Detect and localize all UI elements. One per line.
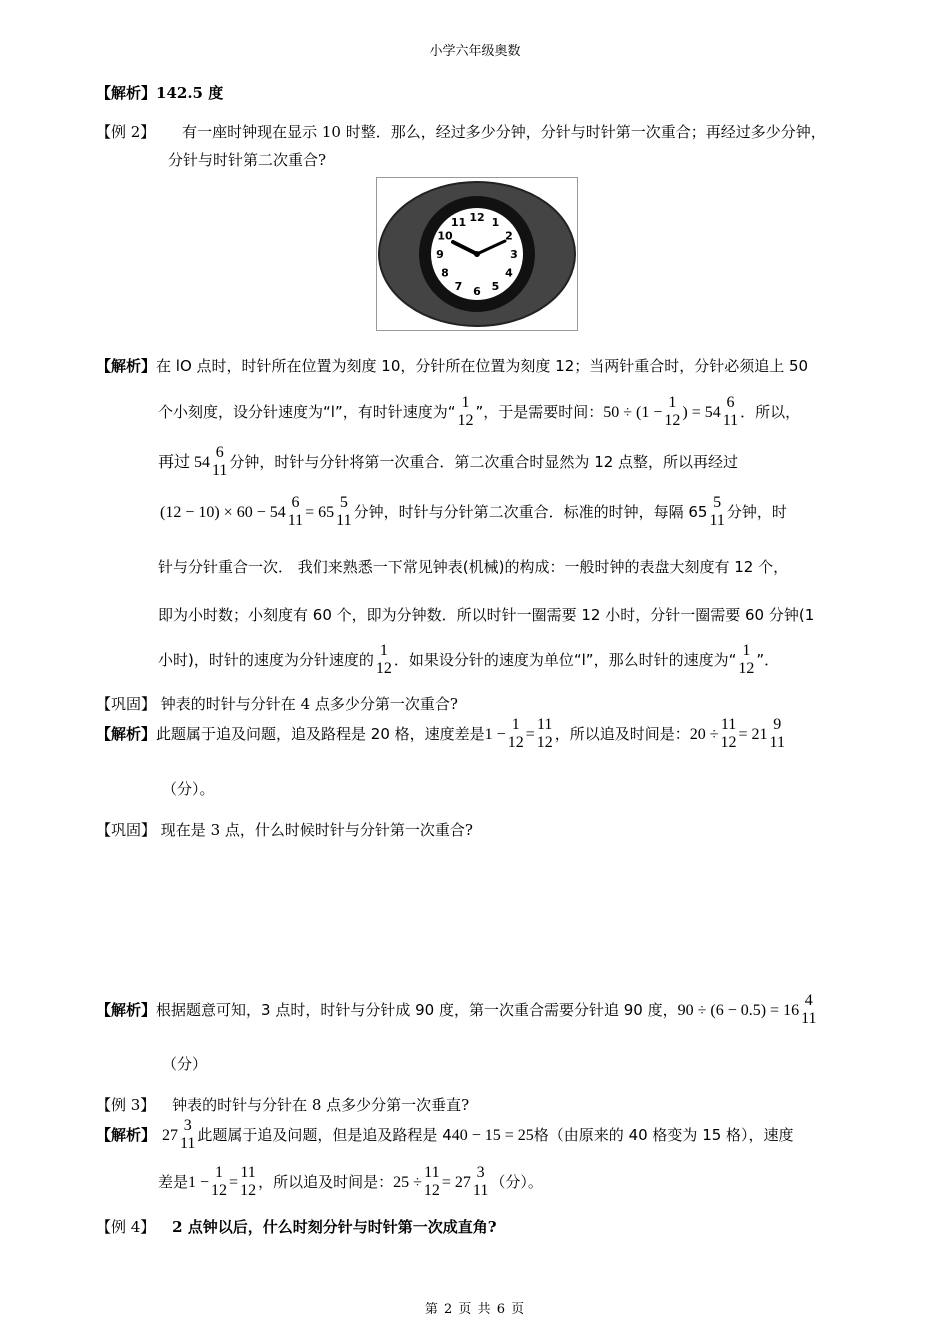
clock-numeral: 7 [454,280,463,293]
analysis-practice-2-line-1 [96,992,818,1029]
practice-tag: 【巩固】 [96,695,157,713]
practice-2-text: 现在是 3 点，什么时候时针与分针第一次重合? [160,821,473,839]
expression: ) = 54 [682,403,721,421]
analysis-2-text-4b: 分钟，时针与分针第二次重合．标准的时钟，每隔 65 [353,502,708,521]
example-4 [96,1216,497,1237]
mixed-number: 再过 54 [158,453,211,471]
analysis-2-line-1 [96,355,808,376]
analysis-2-text-7a: 小时)，时针的速度为分针速度的 [158,650,374,669]
expression: 25 ÷ [393,1173,422,1191]
analysis-tag: 【解析】 [96,1000,157,1019]
analysis-3-text-1c: 格（由原来的 40 格变为 15 格），速度 [533,1125,794,1144]
clock-numeral: 8 [441,266,449,280]
analysis-3-text-2b: ，所以追及时间是： [258,1172,394,1191]
answer-1 [96,82,223,103]
fraction-6-11: 6 11 [287,494,304,530]
example-2-text-1: 有一座时钟现在显示 10 时整．那么，经过多少分钟，分针与时针第一次重合；再经过多少分钟， [182,123,826,141]
analysis-2-text-2b: ”，于是需要时间： [475,402,604,421]
analysis-2-text-7c: ”． [756,650,780,669]
analysis-2-text-2a: 个小刻度，设分针速度为“l”，有时针速度为“ [158,402,456,421]
example-3 [96,1094,469,1115]
expression: (12 − 10) × 60 − 54 [160,503,286,521]
fraction-11-12: 11 12 [240,1164,257,1200]
clock-numeral: 9 [436,248,444,261]
analysis-2-text-4c: 分钟，时 [726,502,787,521]
example-tag: 【例 3】 [96,1096,156,1114]
expression: 40 − 15 = 25 [451,1126,534,1144]
analysis-2-text-7b: ．如果设分针的速度为单位“l”，那么时针的速度为“ [393,650,737,669]
example-4-text: 2 点钟以后，什么时刻分针与时针第一次成直角? [172,1218,497,1236]
analysis-tag: 【解析】 [96,1125,157,1144]
practice-tag: 【巩固】 [96,821,157,839]
fraction-11-12: 11 12 [423,1164,440,1200]
clock-image [376,177,578,331]
clock-numeral: 5 [491,280,500,293]
clock-numeral: 4 [505,266,513,280]
fraction-11-12: 11 12 [536,716,553,752]
analysis-3-text-1b: 此题属于追及问题，但是追及路程是 4 [197,1125,452,1144]
clock-drawing [377,178,577,330]
fraction-3-11: 3 11 [180,1117,196,1153]
clock-numeral: 12 [469,211,485,224]
example-2-line-1 [96,121,826,142]
practice-1-text: 钟表的时针与分针在 4 点多少分第一次重合? [160,695,458,713]
example-3-text: 钟表的时针与分针在 8 点多少分第一次垂直? [172,1096,470,1114]
expression: = 65 [305,503,335,521]
analysis-2-text-3: 分钟，时针与分针将第一次重合．第二次重合时显然为 12 点整，所以再经过 [229,452,739,471]
example-tag: 【例 4】 [96,1218,156,1236]
practice-1 [96,693,458,714]
answer-tag: 【解析】 [96,84,157,102]
fraction-1-12: 1 12 [457,394,474,430]
answer-text: 142.5 度 [156,84,224,102]
mixed-number: 27 [162,1126,179,1144]
fraction-11-12: 11 12 [720,716,737,752]
analysis-practice-1-text-1b: ，所以追及时间是： [554,724,690,743]
analysis-2-line-7 [158,642,779,679]
analysis-2-line-2 [158,394,800,431]
expression: 90 ÷ (6 − 0.5) = 16 [677,1001,800,1019]
fraction-1-12: 1 12 [507,716,524,752]
analysis-3-line-2: 差是1 − 1 12 = 11 12 ，所以追及时间是：25 ÷ 11 12 = 27 3 11 （分）。 [158,1164,543,1200]
page-footer: 第 2 页 共 6 页 [424,1302,526,1317]
analysis-2-text-2c: ．所以， [740,402,801,421]
analysis-tag: 【解析】 [96,724,157,743]
page-header: 小学六年级奥数 [429,44,521,59]
fraction-1-12: 1 12 [664,394,681,430]
analysis-practice-1-line-1: 【解析】此题属于追及问题，追及路程是 20 格，速度差是1 − 1 12 = 11 12 ，所以追及时间是：20 ÷ 11 12 = 21 9 11 [96,716,785,752]
fraction-1-12: 1 12 [375,642,392,678]
clock-numeral: 1 [491,216,500,229]
analysis-tag: 【解析】 [96,357,157,375]
analysis-practice-2-line-2: （分） [162,1055,208,1073]
expression: 50 ÷ (1 − [603,403,663,421]
analysis-2-line-3 [158,444,738,481]
analysis-2-text-1: 在 lO 点时，时针所在位置为刻度 10，分针所在位置为刻度 12；当两针重合时，分针必须追上 50 [156,357,809,375]
clock-numeral: 3 [510,248,518,261]
fraction-6-11: 6 11 [212,444,228,480]
clock-numeral: 10 [437,229,453,243]
fraction-3-11: 3 11 [472,1164,489,1200]
clock-numeral: 6 [473,285,481,298]
expression: = 27 [441,1173,471,1191]
analysis-2-line-4 [160,494,787,531]
analysis-2-line-5: 针与分针重合一次． 我们来熟悉一下常见钟表(机械)的构成：一般时钟的表盘大刻度有 12 个， [158,558,789,576]
analysis-practice-1-text-1a: 此题属于追及问题，追及路程是 20 格，速度差是 [156,724,485,743]
fraction-1-12: 1 12 [211,1164,228,1200]
example-tag: 【例 2】 [96,123,156,141]
fraction-1-12: 1 12 [738,642,755,678]
clock-numeral: 2 [505,229,513,243]
clock-numeral: 11 [450,216,467,229]
fraction-6-11: 6 11 [722,394,739,430]
practice-2 [96,819,473,840]
fraction-9-11: 9 11 [769,716,785,752]
fraction-4-11: 4 11 [801,992,817,1028]
analysis-practice-2-text-1: 根据题意可知，3 点时，时针与分针成 90 度，第一次重合需要分针追 90 度， [156,1000,678,1019]
analysis-3-line-1 [96,1117,794,1154]
analysis-practice-1-line-2: （分）。 [162,780,215,798]
analysis-3-text-2a: 差是 [158,1172,189,1191]
analysis-3-text-2c: （分）。 [490,1172,543,1191]
fraction-5-11: 5 11 [336,494,352,530]
analysis-2-line-6: 即为小时数；小刻度有 60 个，即为分钟数．所以时针一圈需要 12 小时，分针一圈需要 60 分钟(1 [158,606,815,624]
fraction-5-11: 5 11 [709,494,725,530]
example-2-line-2: 分针与时针第二次重合? [168,151,327,169]
